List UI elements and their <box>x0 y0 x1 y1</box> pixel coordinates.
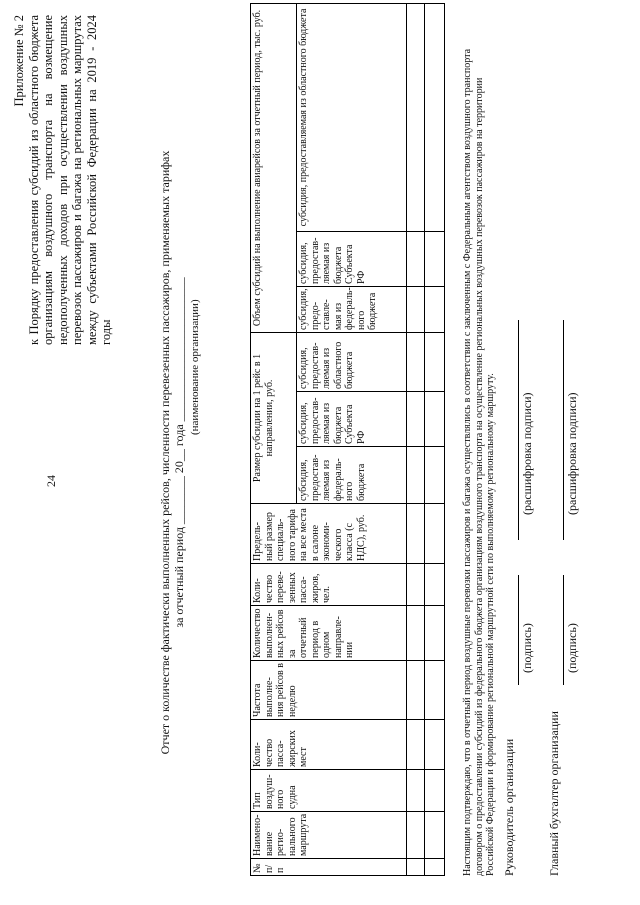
report-title <box>158 0 186 905</box>
appendix-header <box>12 15 114 345</box>
col-tariff: Предель-ный размер специаль-ного тарифа на все места в салоне экономи-ческого класса (с НДС), руб. <box>251 504 407 564</box>
head-sign-line <box>518 575 519 685</box>
org-name-caption: (наименование организации) <box>189 299 201 435</box>
sub-federal-2: субсидия, предо-ставле-мая из федераль-ного бюджета <box>297 286 407 332</box>
accountant-sign-caption: (подпись) <box>565 623 579 673</box>
sub-regional-1: субсидия, предостав-ляемая из областного бюджета <box>297 332 407 391</box>
accountant-label: Главный бухгалтер организации <box>547 711 561 876</box>
col-flights: Количество выполнен-ных рейсов за отчетный период в одном направле-нии <box>251 606 407 661</box>
table-row <box>425 3 445 875</box>
accountant-sign-line <box>563 575 564 685</box>
col-frequency: Частота выполне-ния рейсов в неделю <box>251 661 407 720</box>
head-decode-line <box>518 320 519 540</box>
col-seats: Коли-чество пасса-жирских мест <box>251 720 407 770</box>
sub-federal-1: субсидия, предостав-ляемая из федераль-ного бюджета <box>297 447 407 504</box>
confirmation-text: Настоящим подтверждаю, что в отчетный период воздушные перевозки пассажиров и багажа осуществлялись в соответствии с заключенным с Федеральным агентством воздушного транспорта договором о предоставлении субсидий из федерального бюджета организациям воздушного транспорта на осуществление региональных воздушных перевозок пассажиров на территории Российской Федерации и формирование региональной маршрутной сети по выполняемому региональному маршруту. <box>462 48 496 876</box>
appendix-number: Приложение № 2 <box>12 15 26 107</box>
table-row <box>407 3 425 875</box>
col-aircraft: Тип воздуш-ного судна <box>251 770 407 812</box>
sub-subject-1: субсидия, предостав-ляемая из бюджета Субъекта РФ <box>297 392 407 447</box>
report-period-line: за отчетный период ________ 20__ года ________________________ <box>172 277 186 628</box>
col-number: № п/ п <box>251 859 407 876</box>
col-route: Наимено-вание регио-нального маршрута <box>251 812 407 859</box>
head-decode-caption: (расшифровка подписи) <box>520 392 534 515</box>
head-label: Руководитель организации <box>502 738 516 876</box>
accountant-decode-line <box>563 320 564 540</box>
table-header-row <box>251 3 297 875</box>
sub-regional-2: субсидия, предоставляемая из областного бюджета <box>297 3 407 231</box>
col-passengers: Коли-чество переве-зенных пасса-жиров, чел. <box>251 564 407 606</box>
group-subsidy-volume: Объем субсидий на выполнение авиарейсов за отчетный период, тыс. руб. <box>251 3 297 332</box>
page-number: 24 <box>44 475 58 487</box>
sub-subject-2: субсидия, предостав-ляемая из бюджета Субъекта РФ <box>297 231 407 286</box>
report-table <box>250 3 445 876</box>
head-sign-caption: (подпись) <box>520 623 534 673</box>
accountant-decode-caption: (расшифровка подписи) <box>565 392 579 515</box>
appendix-text: к Порядку предоставления субсидий из областного бюджета организациям воздушного транспорта на возмещение недополученных доходов при осуществлении воздушных перевозок пассажиров и багажа на региональных маршрутах между субъектами Российской Федерации на 2019 - 2024 годы <box>26 15 113 345</box>
group-subsidy-per-flight: Размер субсидии на 1 рейс в 1 направлении, руб. <box>251 332 297 503</box>
report-title-line1: Отчет о количестве фактически выполненных рейсов, численности перевезенных пассажиров, применяемых тарифах <box>158 150 172 755</box>
